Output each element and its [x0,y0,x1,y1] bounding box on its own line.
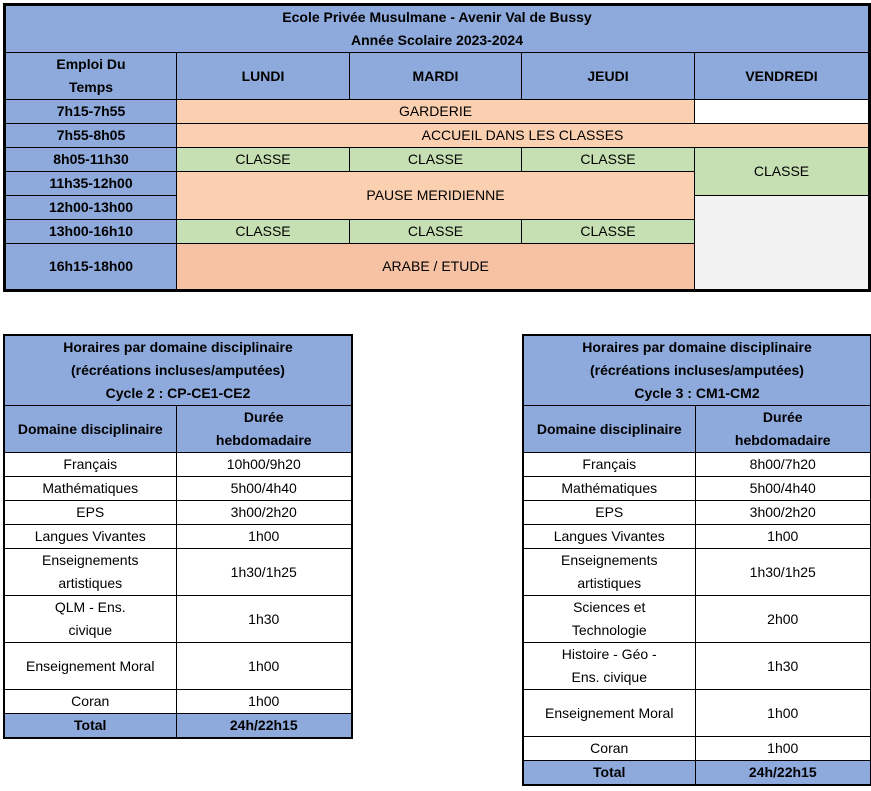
empty-vendredi-cell [695,196,870,291]
domain-cell: EPS [523,501,695,525]
school-title-cell [5,5,870,53]
time-cell: 7h55-8h05 [5,124,177,148]
domain-cell [523,596,695,643]
school-name: Ecole Privée Musulmane - Avenir Val de Bussy [282,9,592,25]
classe-cell: CLASSE [350,220,522,244]
domain-text: Enseignements artistiques [41,552,139,591]
cycle3-header [523,335,871,406]
duree-cell: 1h00 [176,690,352,714]
domain-cell: Coran [4,690,176,714]
duree-cell: 1h00 [695,525,871,549]
duree-cell: 1h00 [176,525,352,549]
duree-cell: 1h30 [695,643,871,690]
domain-text: QLM - Ens. civique [54,599,126,638]
classe-cell: CLASSE [177,220,350,244]
arabe-etude-cell: ARABE / ETUDE [177,244,695,291]
classe-cell: CLASSE [350,148,522,172]
domain-cell [4,596,176,643]
cycle3-header-line3: Cycle 3 : CM1-CM2 [634,385,760,401]
cycle3-header-line2: (récréations incluses/amputées) [590,362,804,378]
domain-cell: Enseignement Moral [4,643,176,690]
domain-text: Sciences et Technologie [571,599,647,638]
classe-vendredi-cell: CLASSE [695,148,870,196]
col-header-duree-text: Durée hebdomadaire [734,409,831,448]
garderie-cell: GARDERIE [177,100,695,124]
total-label: Total [4,714,176,739]
accueil-cell: ACCUEIL DANS LES CLASSES [177,124,870,148]
domain-cell [523,549,695,596]
col-header-duree [695,406,871,453]
time-cell: 7h15-7h55 [5,100,177,124]
cycle2-header [4,335,352,406]
duree-cell: 1h00 [695,690,871,737]
domain-cell: Mathématiques [4,477,176,501]
school-year: Année Scolaire 2023-2024 [351,32,523,48]
time-cell: 13h00-16h10 [5,220,177,244]
duree-cell: 1h00 [176,643,352,690]
duree-cell: 3h00/2h20 [695,501,871,525]
day-header-lundi: LUNDI [177,53,350,100]
domain-cell: Français [523,453,695,477]
cycle2-table [3,334,353,739]
classe-cell: CLASSE [522,220,695,244]
classe-cell: CLASSE [177,148,350,172]
cycle2-header-line3: Cycle 2 : CP-CE1-CE2 [105,385,251,401]
duree-cell: 1h30 [176,596,352,643]
domain-cell: Français [4,453,176,477]
day-header-vendredi: VENDREDI [695,53,870,100]
duree-cell: 1h30/1h25 [176,549,352,596]
day-header-mardi: MARDI [350,53,522,100]
time-cell: 8h05-11h30 [5,148,177,172]
col-header-duree-text: Durée hebdomadaire [215,409,312,448]
time-cell: 16h15-18h00 [5,244,177,291]
domain-cell [523,643,695,690]
cycle3-table [522,334,871,786]
domain-cell: Langues Vivantes [4,525,176,549]
corner-header [5,53,177,100]
total-label: Total [523,761,695,786]
total-value: 24h/22h15 [176,714,352,739]
cycle2-header-line2: (récréations incluses/amputées) [71,362,285,378]
duree-cell: 3h00/2h20 [176,501,352,525]
domain-cell: Coran [523,737,695,761]
duree-cell: 1h30/1h25 [695,549,871,596]
cycle2-header-line1: Horaires par domaine disciplinaire [63,339,293,355]
domain-cell: Enseignement Moral [523,690,695,737]
domain-cell: Langues Vivantes [523,525,695,549]
day-header-jeudi: JEUDI [522,53,695,100]
duree-cell: 5h00/4h40 [176,477,352,501]
total-value: 24h/22h15 [695,761,871,786]
time-cell: 11h35-12h00 [5,172,177,196]
col-header-domain: Domaine disciplinaire [523,406,695,453]
pause-cell: PAUSE MERIDIENNE [177,172,695,220]
duree-cell: 2h00 [695,596,871,643]
emploi-du-temps-table [3,3,871,292]
corner-label: Emploi Du Temps [56,56,126,95]
domain-cell: Mathématiques [523,477,695,501]
domain-cell [4,549,176,596]
cycle3-header-line1: Horaires par domaine disciplinaire [582,339,812,355]
col-header-domain: Domaine disciplinaire [4,406,176,453]
domain-text: Enseignements artistiques [560,552,658,591]
duree-cell: 10h00/9h20 [176,453,352,477]
col-header-duree [176,406,352,453]
duree-cell: 1h00 [695,737,871,761]
duree-cell: 8h00/7h20 [695,453,871,477]
time-cell: 12h00-13h00 [5,196,177,220]
duree-cell: 5h00/4h40 [695,477,871,501]
domain-text: Histoire - Géo - Ens. civique [561,646,657,685]
classe-cell: CLASSE [522,148,695,172]
domain-cell: EPS [4,501,176,525]
empty-cell [695,100,870,124]
